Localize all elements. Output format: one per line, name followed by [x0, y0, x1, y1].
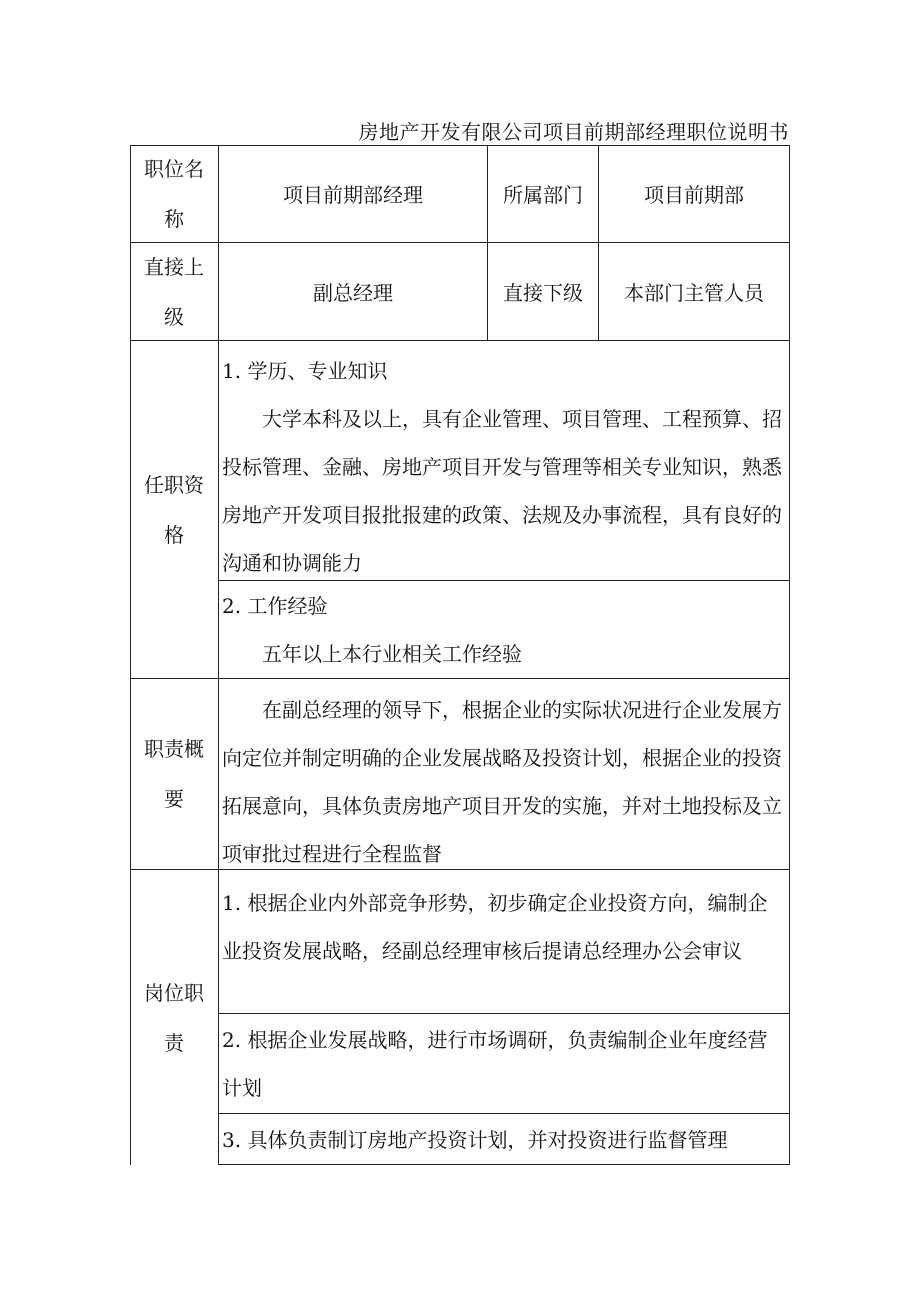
direct-superior-label: 直接上级	[144, 254, 204, 329]
position-title-value: 项目前期部经理	[283, 183, 423, 207]
position-description-table	[130, 145, 790, 1165]
summary-label: 职责概要	[144, 737, 204, 811]
qualification-item1-text: 大学本科及以上，具有企业管理、项目管理、工程预算、招投标管理、金融、房地产项目开发与管理等相关专业知识，熟悉房地产开发项目报批报建的政策、法规及办事流程，具有良好的沟通和协调能力	[222, 407, 782, 575]
duty-item-1: 1. 根据企业内外部竞争形势，初步确定企业投资方向，编制企业投资发展战略，经副总经理审核后提请总经理办公会审议	[222, 891, 768, 963]
table-rule	[130, 340, 790, 341]
table-rule	[218, 1113, 790, 1114]
direct-superior-value: 副总经理	[313, 281, 393, 305]
direct-subordinate-value: 本部门主管人员	[624, 281, 764, 305]
department-value: 项目前期部	[644, 183, 744, 207]
table-rule	[218, 1164, 790, 1165]
duties-label: 岗位职责	[144, 980, 204, 1055]
table-rule	[789, 145, 790, 1165]
qualification-item1-title: 1. 学历、专业知识	[222, 359, 388, 383]
table-rule	[130, 145, 131, 1165]
summary-text: 在副总经理的领导下，根据企业的实际状况进行企业发展方向定位并制定明确的企业发展战略及投资计划，根据企业的投资拓展意向，具体负责房地产项目开发的实施，并对土地投标及立项审批过程进行全程监督	[222, 698, 782, 866]
department-label: 所属部门	[503, 183, 583, 207]
table-rule	[130, 678, 790, 679]
document-title: 房地产开发有限公司项目前期部经理职位说明书	[358, 120, 789, 144]
position-title-label: 职位名称	[144, 156, 204, 231]
qualification-label: 任职资格	[144, 472, 204, 547]
qualification-item2-title: 2. 工作经验	[222, 594, 328, 618]
duty-item-3: 3. 具体负责制订房地产投资计划，并对投资进行监督管理	[222, 1128, 728, 1152]
direct-subordinate-label: 直接下级	[503, 281, 583, 305]
table-rule	[218, 1013, 790, 1014]
duty-item-2: 2. 根据企业发展战略，进行市场调研，负责编制企业年度经营计划	[222, 1028, 768, 1100]
qualification-item2-text: 五年以上本行业相关工作经验	[262, 642, 522, 666]
